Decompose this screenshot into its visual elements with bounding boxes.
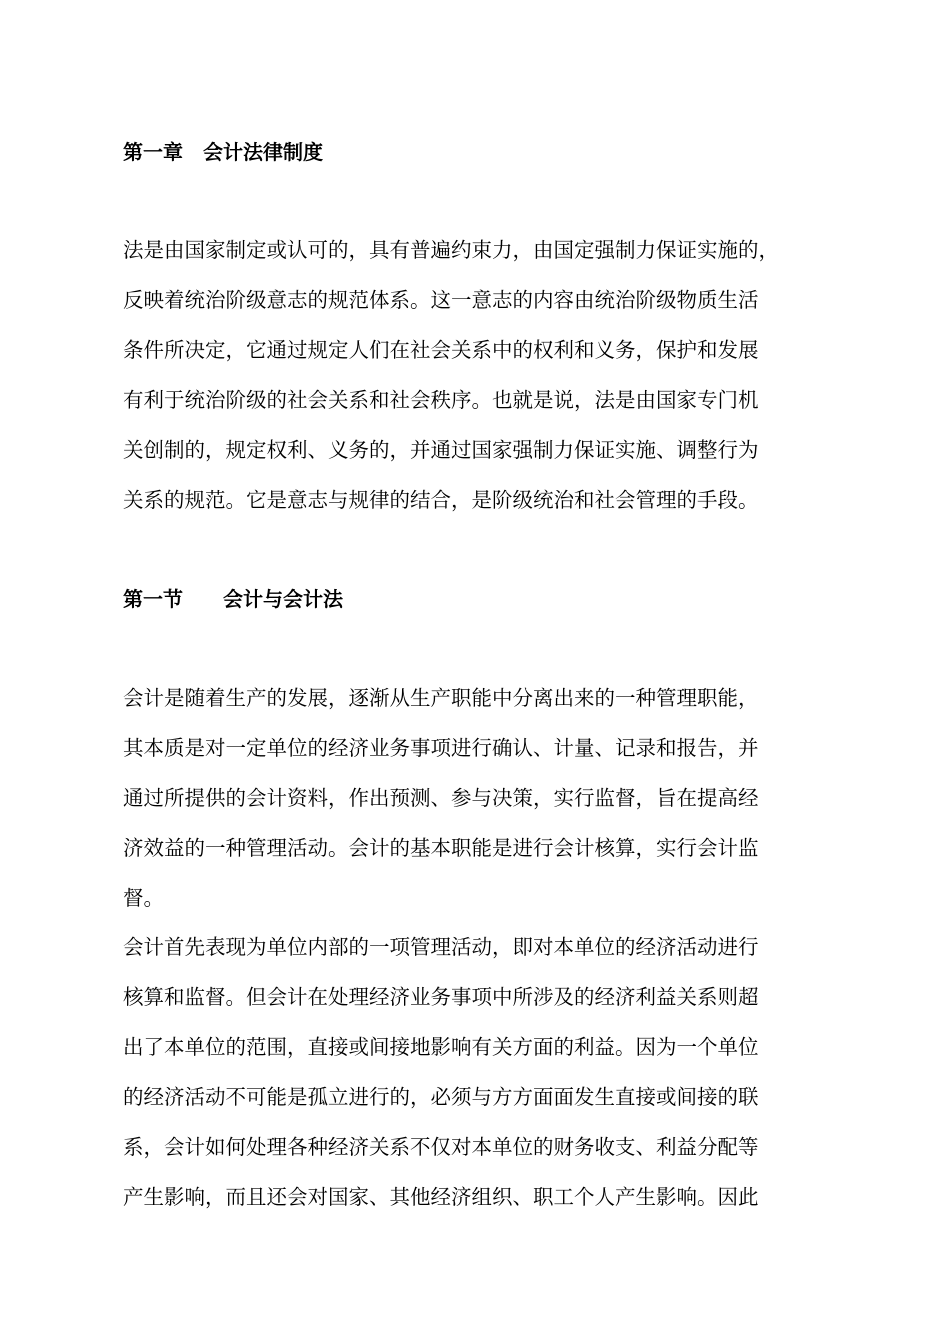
text-line: 其本质是对一定单位的经济业务事项进行确认、计量、记录和报告，并 [123, 736, 759, 760]
text-line: 反映着统治阶级意志的规范体系。这一意志的内容由统治阶级物质生活 [123, 288, 759, 312]
text-line: 产生影响，而且还会对国家、其他经济组织、职工个人产生影响。因此 [123, 1185, 759, 1209]
text-line: 出了本单位的范围，直接或间接地影响有关方面的利益。因为一个单位 [123, 1035, 759, 1059]
text-line: 系，会计如何处理各种经济关系不仅对本单位的财务收支、利益分配等 [123, 1135, 759, 1159]
text-line: 的经济活动不可能是孤立进行的，必须与方方面面发生直接或间接的联 [123, 1085, 759, 1109]
text-line: 济效益的一种管理活动。会计的基本职能是进行会计核算，实行会计监 [123, 836, 759, 860]
chapter-title: 第一章 会计法律制度 [123, 140, 323, 164]
text-line: 通过所提供的会计资料，作出预测、参与决策，实行监督，旨在提高经 [123, 786, 759, 810]
text-line: 条件所决定，它通过规定人们在社会关系中的权利和义务，保护和发展 [123, 338, 759, 362]
text-line: 关系的规范。它是意志与规律的结合，是阶级统治和社会管理的手段。 [123, 488, 759, 512]
text-line: 会计首先表现为单位内部的一项管理活动，即对本单位的经济活动进行 [123, 935, 759, 959]
section-title: 第一节 会计与会计法 [123, 587, 343, 611]
text-line: 有利于统治阶级的社会关系和社会秩序。也就是说，法是由国家专门机 [123, 388, 759, 412]
text-line: 关创制的，规定权利、义务的，并通过国家强制力保证实施、调整行为 [123, 438, 759, 462]
text-line: 核算和监督。但会计在处理经济业务事项中所涉及的经济利益关系则超 [123, 985, 759, 1009]
text-line: 会计是随着生产的发展，逐渐从生产职能中分离出来的一种管理职能， [123, 686, 759, 710]
text-line: 督。 [123, 886, 164, 910]
text-line: 法是由国家制定或认可的，具有普遍约束力，由国定强制力保证实施的， [123, 238, 779, 262]
